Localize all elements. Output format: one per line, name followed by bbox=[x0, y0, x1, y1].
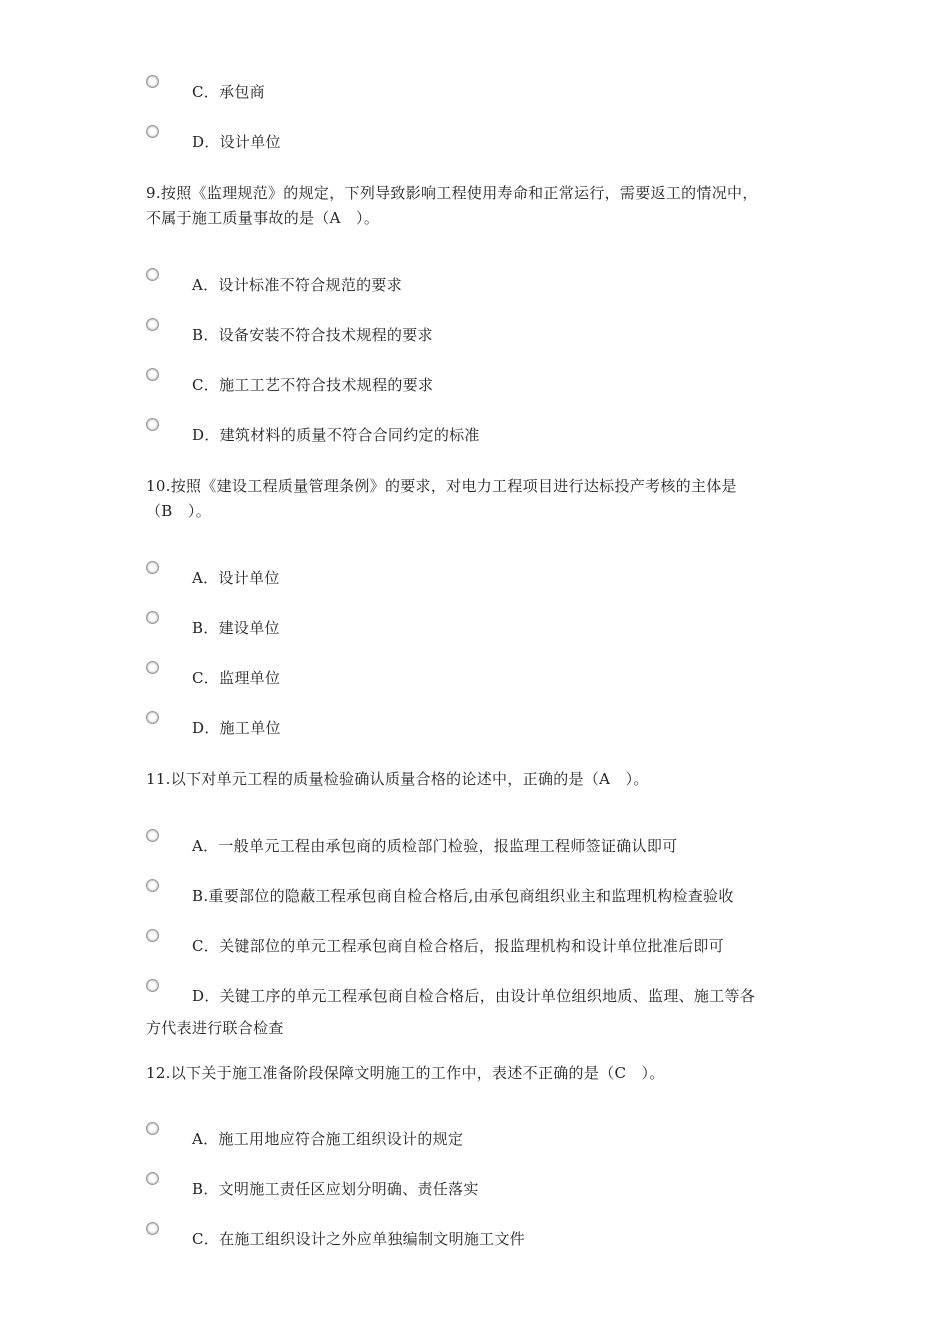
option-label: C．关键部位的单元工程承包商自检合格后，报监理机构和设计单位批准后即可 bbox=[192, 937, 724, 955]
option-label: D．设计单位 bbox=[192, 133, 281, 151]
radio-icon[interactable] bbox=[146, 1222, 159, 1235]
radio-icon[interactable] bbox=[146, 611, 159, 624]
option-label: C．承包商 bbox=[192, 83, 265, 101]
option-label: B.重要部位的隐蔽工程承包商自检合格后,由承包商组织业主和监理机构检查验收 bbox=[192, 887, 734, 905]
radio-icon[interactable] bbox=[146, 1122, 159, 1135]
q11-option-a[interactable] bbox=[146, 829, 826, 853]
radio-icon[interactable] bbox=[146, 661, 159, 674]
question-9-line-1: 9.按照《监理规范》的规定，下列导致影响工程使用寿命和正常运行，需要返工的情况中， bbox=[146, 184, 758, 202]
option-label: B．建设单位 bbox=[192, 619, 280, 637]
radio-icon[interactable] bbox=[146, 368, 159, 381]
question-9-stem bbox=[146, 181, 826, 231]
radio-icon[interactable] bbox=[146, 829, 159, 842]
q10-option-a[interactable] bbox=[146, 561, 826, 585]
question-11-stem bbox=[146, 767, 826, 792]
q11-option-d[interactable] bbox=[146, 979, 826, 1003]
option-label: C．监理单位 bbox=[192, 669, 281, 687]
q8-option-d[interactable] bbox=[146, 125, 826, 149]
q12-option-c[interactable] bbox=[146, 1222, 826, 1246]
question-12-line-1: 12.以下关于施工准备阶段保障文明施工的工作中，表述不正确的是（C ）。 bbox=[146, 1064, 665, 1082]
option-label: A．设计标准不符合规范的要求 bbox=[192, 276, 403, 294]
q11-option-d-continuation: 方代表进行联合检查 bbox=[146, 1019, 284, 1037]
radio-icon[interactable] bbox=[146, 268, 159, 281]
q8-option-c[interactable] bbox=[146, 75, 826, 99]
option-label: B．设备安装不符合技术规程的要求 bbox=[192, 326, 433, 344]
question-10-line-1: 10.按照《建设工程质量管理条例》的要求，对电力工程项目进行达标投产考核的主体是 bbox=[146, 477, 737, 495]
option-label: D．施工单位 bbox=[192, 719, 281, 737]
radio-icon[interactable] bbox=[146, 929, 159, 942]
option-label: A．施工用地应符合施工组织设计的规定 bbox=[192, 1130, 464, 1148]
question-9-line-2: 不属于施工质量事故的是（A ）。 bbox=[146, 209, 380, 227]
radio-icon[interactable] bbox=[146, 75, 159, 88]
radio-icon[interactable] bbox=[146, 125, 159, 138]
q12-option-b[interactable] bbox=[146, 1172, 826, 1196]
q9-option-c[interactable] bbox=[146, 368, 826, 392]
question-10-line-2: （B ）。 bbox=[146, 502, 212, 520]
q11-option-c[interactable] bbox=[146, 929, 826, 953]
radio-icon[interactable] bbox=[146, 418, 159, 431]
q10-option-d[interactable] bbox=[146, 711, 826, 735]
option-label: A．设计单位 bbox=[192, 569, 280, 587]
radio-icon[interactable] bbox=[146, 1172, 159, 1185]
option-label: C．在施工组织设计之外应单独编制文明施工文件 bbox=[192, 1230, 526, 1248]
option-label: C．施工工艺不符合技术规程的要求 bbox=[192, 376, 434, 394]
radio-icon[interactable] bbox=[146, 561, 159, 574]
radio-icon[interactable] bbox=[146, 879, 159, 892]
radio-icon[interactable] bbox=[146, 318, 159, 331]
radio-icon[interactable] bbox=[146, 979, 159, 992]
question-11-line-1: 11.以下对单元工程的质量检验确认质量合格的论述中，正确的是（A ）。 bbox=[146, 770, 649, 788]
option-label: D．建筑材料的质量不符合合同约定的标准 bbox=[192, 426, 480, 444]
question-12-stem bbox=[146, 1061, 826, 1086]
q9-option-b[interactable] bbox=[146, 318, 826, 342]
radio-icon[interactable] bbox=[146, 711, 159, 724]
option-label: A．一般单元工程由承包商的质检部门检验，报监理工程师签证确认即可 bbox=[192, 837, 678, 855]
option-label: B．文明施工责任区应划分明确、责任落实 bbox=[192, 1180, 479, 1198]
q10-option-b[interactable] bbox=[146, 611, 826, 635]
q12-option-a[interactable] bbox=[146, 1122, 826, 1146]
q10-option-c[interactable] bbox=[146, 661, 826, 685]
q9-option-d[interactable] bbox=[146, 418, 826, 442]
q9-option-a[interactable] bbox=[146, 268, 826, 292]
question-10-stem bbox=[146, 474, 826, 524]
option-label: D．关键工序的单元工程承包商自检合格后，由设计单位组织地质、监理、施工等各 bbox=[192, 987, 756, 1005]
q11-option-b[interactable] bbox=[146, 879, 826, 903]
